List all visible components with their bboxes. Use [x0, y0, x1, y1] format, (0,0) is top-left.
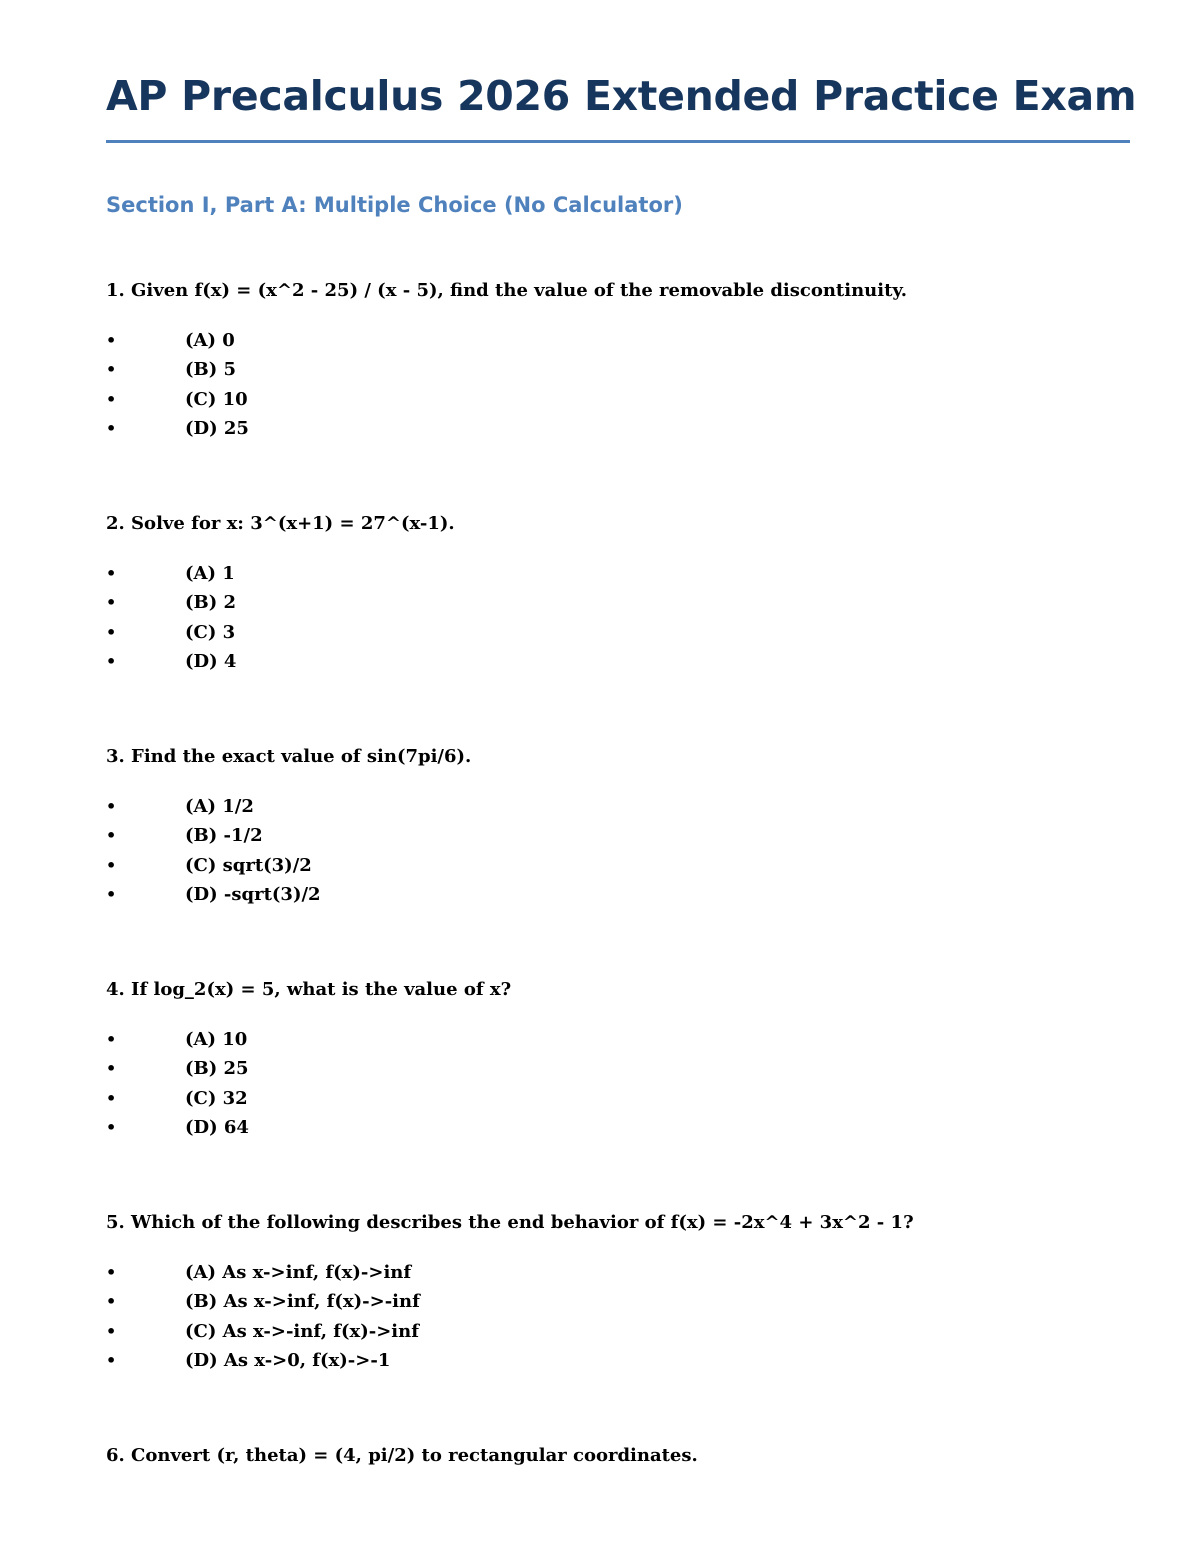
question-3	[106, 744, 1130, 909]
bullet-icon: •	[106, 1059, 117, 1079]
answer-choice-d	[106, 1113, 1130, 1142]
question-2	[106, 511, 1130, 676]
answer-choice-c	[106, 1317, 1130, 1346]
choice-label: (B) -1/2	[185, 825, 263, 847]
answer-choice-b	[106, 588, 1130, 617]
question-text: 3. Find the exact value of sin(7pi/6).	[106, 746, 472, 767]
choice-label: (C) As x->-inf, f(x)->inf	[185, 1320, 419, 1342]
document-title: AP Precalculus 2026 Extended Practice Exam	[106, 72, 1137, 120]
answer-choices	[106, 1025, 1130, 1142]
choice-label: (A) 1	[185, 563, 235, 584]
choice-label: (D) 64	[185, 1116, 249, 1138]
choice-label: (D) 4	[185, 650, 237, 672]
choice-label: (C) sqrt(3)/2	[185, 854, 312, 876]
answer-choice-b	[106, 821, 1130, 850]
bullet-icon: •	[106, 1292, 117, 1312]
choice-label: (B) 25	[185, 1058, 249, 1080]
bullet-icon: •	[106, 564, 117, 583]
answer-choice-c	[106, 385, 1130, 414]
answer-choice-d	[106, 1346, 1130, 1375]
answer-choice-b	[106, 355, 1130, 384]
bullet-icon: •	[106, 884, 117, 904]
bullet-icon: •	[106, 1088, 117, 1108]
answer-choice-b	[106, 1287, 1130, 1316]
choice-label: (B) 5	[185, 359, 237, 381]
answer-choice-d	[106, 880, 1130, 909]
title-underline-rule	[106, 140, 1130, 143]
answer-choice-c	[106, 618, 1130, 647]
choice-label: (D) 25	[185, 417, 249, 439]
question-text: 6. Convert (r, theta) = (4, pi/2) to rectangular coordinates.	[106, 1445, 698, 1466]
bullet-icon: •	[106, 1321, 117, 1341]
bullet-icon: •	[106, 360, 117, 380]
choice-label: (A) 0	[185, 330, 235, 351]
bullet-icon: •	[106, 651, 117, 671]
question-1	[106, 278, 1130, 443]
answer-choices	[106, 1258, 1130, 1375]
answer-choices	[106, 326, 1130, 443]
choice-label: (A) 10	[185, 1029, 248, 1050]
bullet-icon: •	[106, 331, 117, 350]
answer-choices	[106, 792, 1130, 909]
section-heading: Section I, Part A: Multiple Choice (No Calculator)	[106, 193, 683, 217]
bullet-icon: •	[106, 1263, 117, 1282]
answer-choice-a	[106, 1258, 1130, 1287]
choice-label: (D) -sqrt(3)/2	[185, 883, 321, 905]
answer-choice-a	[106, 792, 1130, 821]
bullet-icon: •	[106, 1030, 117, 1049]
bullet-icon: •	[106, 418, 117, 438]
bullet-icon: •	[106, 797, 117, 816]
choice-label: (A) As x->inf, f(x)->inf	[185, 1262, 412, 1283]
choice-label: (B) As x->inf, f(x)->-inf	[185, 1291, 420, 1313]
answer-choice-a	[106, 559, 1130, 588]
bullet-icon: •	[106, 855, 117, 875]
answer-choices	[106, 559, 1130, 676]
choice-label: (B) 2	[185, 592, 237, 614]
answer-choice-a	[106, 1025, 1130, 1054]
question-text: 2. Solve for x: 3^(x+1) = 27^(x-1).	[106, 513, 455, 534]
question-text: 5. Which of the following describes the end behavior of f(x) = -2x^4 + 3x^2 - 1?	[106, 1212, 914, 1233]
question-5	[106, 1210, 1130, 1375]
choice-label: (C) 32	[185, 1087, 248, 1109]
bullet-icon: •	[106, 1350, 117, 1370]
answer-choice-d	[106, 414, 1130, 443]
choice-label: (C) 3	[185, 621, 236, 643]
question-4	[106, 977, 1130, 1142]
bullet-icon: •	[106, 389, 117, 409]
answer-choice-c	[106, 1084, 1130, 1113]
choice-label: (D) As x->0, f(x)->-1	[185, 1349, 391, 1371]
answer-choice-b	[106, 1054, 1130, 1083]
question-text: 4. If log_2(x) = 5, what is the value of x?	[106, 979, 512, 1000]
bullet-icon: •	[106, 1117, 117, 1137]
choice-label: (A) 1/2	[185, 796, 254, 817]
answer-choice-c	[106, 851, 1130, 880]
bullet-icon: •	[106, 593, 117, 613]
answer-choice-d	[106, 647, 1130, 676]
bullet-icon: •	[106, 826, 117, 846]
question-6	[106, 1443, 1130, 1469]
choice-label: (C) 10	[185, 388, 248, 410]
bullet-icon: •	[106, 622, 117, 642]
question-text: 1. Given f(x) = (x^2 - 25) / (x - 5), find the value of the removable discontinuity.	[106, 280, 908, 301]
answer-choice-a	[106, 326, 1130, 355]
